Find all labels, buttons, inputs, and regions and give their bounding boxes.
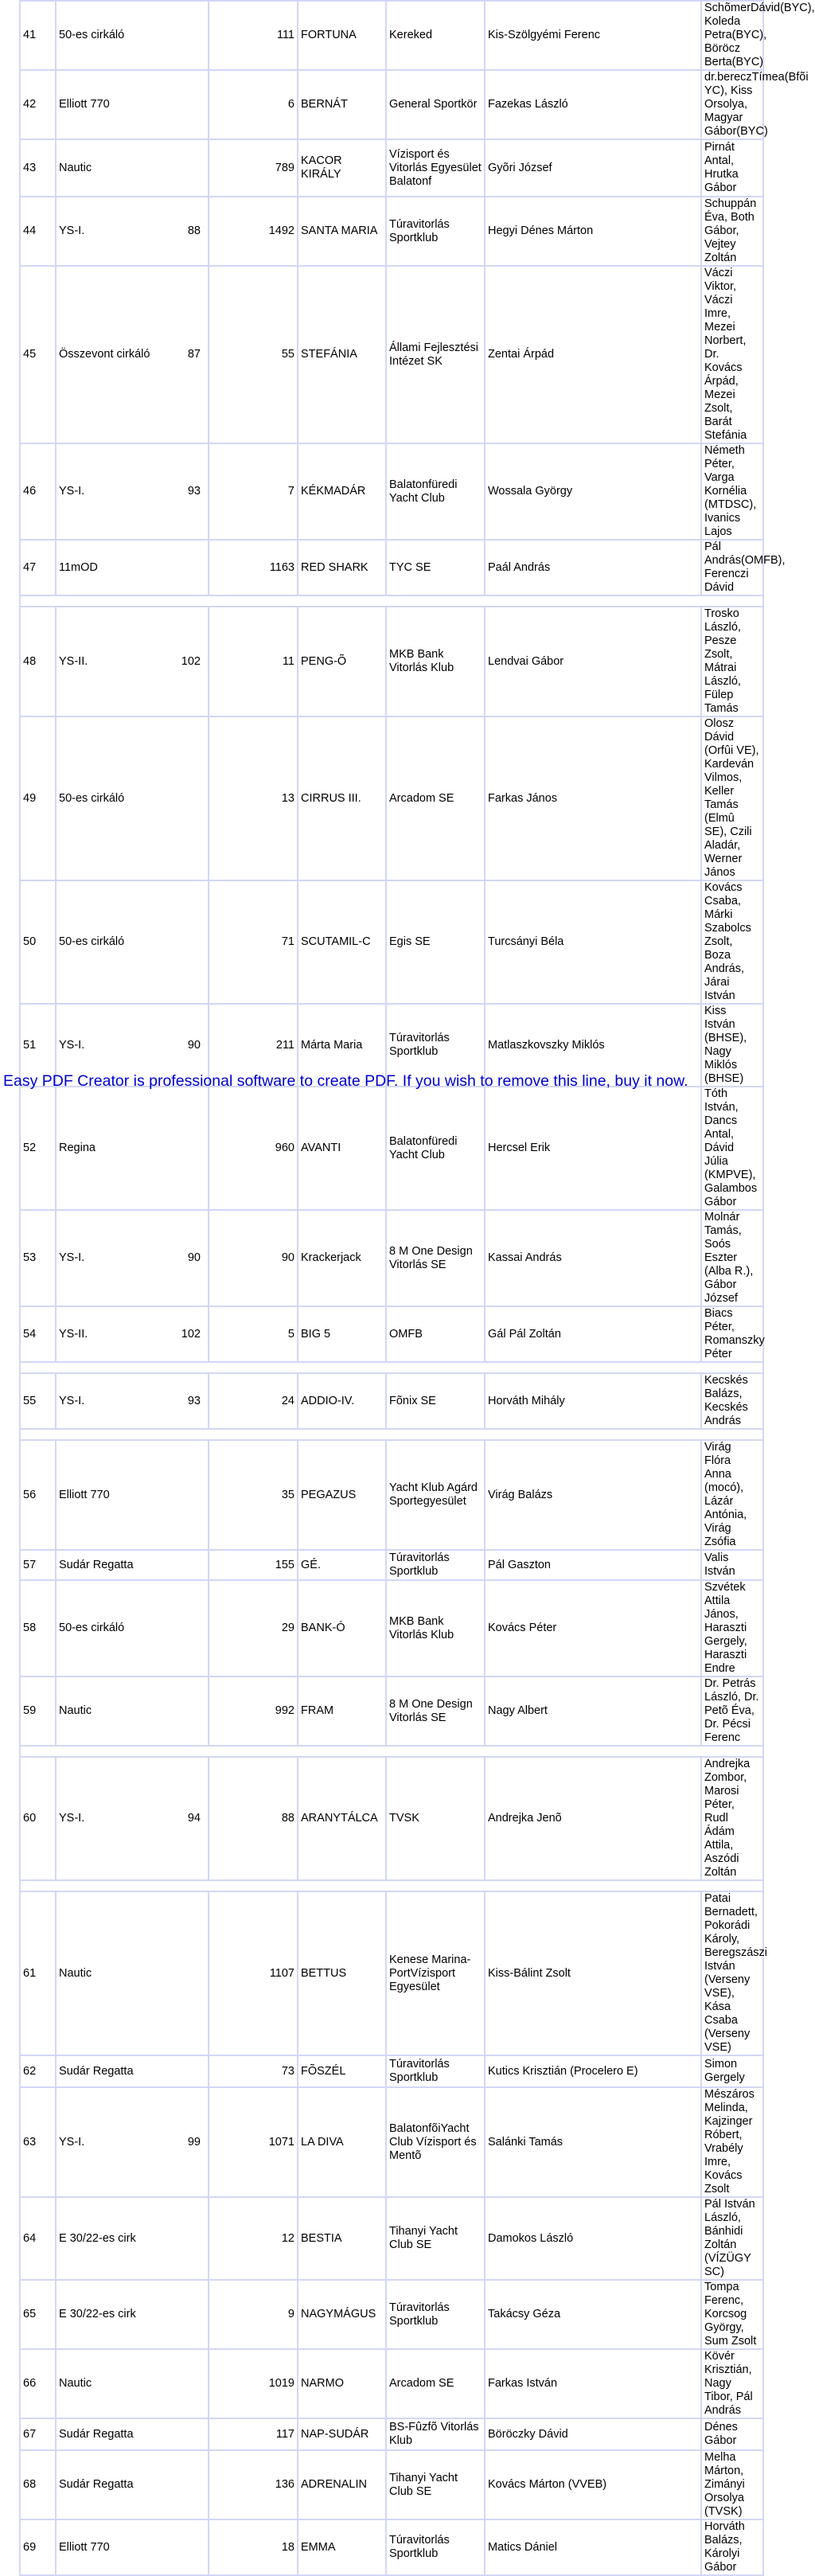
- result-row: [20, 1306, 763, 1362]
- sail-number-cell: 211: [209, 1004, 298, 1087]
- skipper-cell: Kiss-Bálint Zsolt: [485, 1891, 701, 2055]
- result-row: [20, 2450, 763, 2519]
- position-cell: 41: [20, 1, 56, 70]
- boat-name-cell: KÉKMADÁR: [298, 443, 386, 540]
- class-cell: [56, 540, 209, 595]
- boat-name-cell: SANTA MARIA: [298, 197, 386, 266]
- result-row: [20, 2280, 763, 2349]
- result-row: [20, 2197, 763, 2280]
- skipper-cell: Damokos László: [485, 2197, 701, 2280]
- position-cell: 43: [20, 139, 56, 197]
- skipper-cell: Farkas János: [485, 716, 701, 880]
- row-gap: [20, 1362, 763, 1373]
- boat-class: Nautic: [59, 2377, 92, 2390]
- boat-class: Sudár Regatta: [59, 1558, 134, 1571]
- result-row: [20, 70, 763, 139]
- boat-name-cell: FÕSZÉL: [298, 2055, 386, 2087]
- boat-name-cell: EMMA: [298, 2519, 386, 2575]
- class-cell: [56, 716, 209, 880]
- boat-name-cell: BETTUS: [298, 1891, 386, 2055]
- club-cell: Túravitorlás Sportklub: [386, 2055, 485, 2087]
- class-cell: [56, 2450, 209, 2519]
- club-cell: Balatonfüredi Yacht Club: [386, 443, 485, 540]
- position-cell: 60: [20, 1757, 56, 1880]
- club-cell: 8 M One Design Vitorlás SE: [386, 1210, 485, 1306]
- boat-class: YS-II.: [59, 1327, 88, 1341]
- class-cell: [56, 2087, 209, 2197]
- sail-number-cell: 11: [209, 607, 298, 716]
- position-cell: 55: [20, 1373, 56, 1429]
- sail-number-cell: 29: [209, 1580, 298, 1676]
- boat-name-cell: CIRRUS III.: [298, 716, 386, 880]
- boat-class: Sudár Regatta: [59, 2478, 134, 2491]
- sail-number-cell: 88: [209, 1757, 298, 1880]
- handicap: 88: [187, 224, 201, 237]
- class-cell: [56, 266, 209, 443]
- sail-number-cell: 1019: [209, 2349, 298, 2418]
- result-row: [20, 139, 763, 197]
- handicap: 102: [181, 1327, 201, 1341]
- skipper-cell: Lendvai Gábor: [485, 607, 701, 716]
- position-cell: 57: [20, 1550, 56, 1580]
- position-cell: 66: [20, 2349, 56, 2418]
- boat-class: Nautic: [59, 161, 92, 174]
- skipper-cell: Fazekas László: [485, 70, 701, 139]
- class-cell: [56, 1891, 209, 2055]
- boat-name-cell: STEFÁNIA: [298, 266, 386, 443]
- club-cell: Fõnix SE: [386, 1373, 485, 1429]
- class-cell: [56, 1757, 209, 1880]
- handicap: 93: [187, 1394, 201, 1407]
- position-cell: 52: [20, 1087, 56, 1210]
- position-cell: 69: [20, 2519, 56, 2575]
- skipper-cell: Matlaszkovszky Miklós: [485, 1004, 701, 1087]
- position-cell: 50: [20, 880, 56, 1004]
- club-cell: Állami Fejlesztési Intézet SK: [386, 266, 485, 443]
- boat-class: Összevont cirkáló: [59, 348, 150, 361]
- boat-name-cell: FORTUNA: [298, 1, 386, 70]
- class-cell: [56, 1580, 209, 1676]
- skipper-cell: Paál András: [485, 540, 701, 595]
- result-row: [20, 1373, 763, 1429]
- boat-class: YS-I.: [59, 1038, 85, 1052]
- club-cell: Vízisport és Vitorlás Egyesület Balatonf: [386, 139, 485, 197]
- crew-cell: Kövér Krisztián, Nagy Tibor, Pál András: [701, 2349, 763, 2418]
- skipper-cell: Pál Gaszton: [485, 1550, 701, 1580]
- sail-number-cell: 1492: [209, 197, 298, 266]
- crew-cell: Kovács Csaba, Márki Szabolcs Zsolt, Boza András, Járai István: [701, 880, 763, 1004]
- boat-name-cell: Krackerjack: [298, 1210, 386, 1306]
- boat-class: YS-I.: [59, 1812, 85, 1825]
- boat-name-cell: ADDIO-IV.: [298, 1373, 386, 1429]
- row-gap: [20, 1429, 763, 1440]
- sail-number-cell: 71: [209, 880, 298, 1004]
- club-cell: General Sportkör: [386, 70, 485, 139]
- skipper-cell: Takácsy Géza: [485, 2280, 701, 2349]
- crew-cell: dr.bereczTímea(Bfõi YC), Kiss Orsolya, Magyar Gábor(BYC): [701, 70, 763, 139]
- boat-class: YS-I.: [59, 224, 85, 237]
- club-cell: Kereked: [386, 1, 485, 70]
- class-cell: [56, 607, 209, 716]
- boat-class: Sudár Regatta: [59, 2427, 134, 2441]
- class-cell: [56, 443, 209, 540]
- row-gap: [20, 1746, 763, 1757]
- skipper-cell: Böröczky Dávid: [485, 2418, 701, 2450]
- boat-name-cell: BESTIA: [298, 2197, 386, 2280]
- class-cell: [56, 2055, 209, 2087]
- sail-number-cell: 13: [209, 716, 298, 880]
- sail-number-cell: 55: [209, 266, 298, 443]
- result-row: [20, 2418, 763, 2450]
- position-cell: 68: [20, 2450, 56, 2519]
- club-cell: Tihanyi Yacht Club SE: [386, 2450, 485, 2519]
- club-cell: BalatonfõiYacht Club Vízisport és Mentõ: [386, 2087, 485, 2197]
- club-cell: Túravitorlás Sportklub: [386, 197, 485, 266]
- boat-class: YS-I.: [59, 1251, 85, 1264]
- boat-class: Elliott 770: [59, 98, 110, 111]
- skipper-cell: Turcsányi Béla: [485, 880, 701, 1004]
- boat-name-cell: NAGYMÁGUS: [298, 2280, 386, 2349]
- class-cell: [56, 1550, 209, 1580]
- result-row: [20, 1676, 763, 1746]
- result-row: [20, 2087, 763, 2197]
- crew-cell: Molnár Tamás, Soós Eszter (Alba R.), Gábor József: [701, 1210, 763, 1306]
- position-cell: 46: [20, 443, 56, 540]
- crew-cell: Melha Márton, Zimányi Orsolya (TVSK): [701, 2450, 763, 2519]
- skipper-cell: Matics Dániel: [485, 2519, 701, 2575]
- boat-name-cell: AVANTI: [298, 1087, 386, 1210]
- boat-class: YS-I.: [59, 2135, 85, 2149]
- boat-name-cell: BERNÁT: [298, 70, 386, 139]
- boat-class: Sudár Regatta: [59, 2064, 134, 2078]
- class-cell: [56, 1, 209, 70]
- footer-notice: Easy PDF Creator is professional software to create PDF. If you wish to remove this line, buy it now.: [3, 1072, 688, 1090]
- crew-cell: Patai Bernadett, Pokorádi Károly, Beregszászi István (Verseny VSE), Kása Csaba (Verseny VSE): [701, 1891, 763, 2055]
- position-cell: 48: [20, 607, 56, 716]
- boat-name-cell: RED SHARK: [298, 540, 386, 595]
- skipper-cell: Salánki Tamás: [485, 2087, 701, 2197]
- boat-class: Elliott 770: [59, 2540, 110, 2554]
- crew-cell: Tompa Ferenc, Korcsog György, Sum Zsolt: [701, 2280, 763, 2349]
- skipper-cell: Wossala György: [485, 443, 701, 540]
- skipper-cell: Zentai Árpád: [485, 266, 701, 443]
- boat-name-cell: ADRENALIN: [298, 2450, 386, 2519]
- crew-cell: Olosz Dávid (Orfûi VE), Kardeván Vilmos, Keller Tamás (Elmû SE), Czili Aladár, Werner János: [701, 716, 763, 880]
- sail-number-cell: 1107: [209, 1891, 298, 2055]
- class-cell: [56, 2418, 209, 2450]
- boat-name-cell: Márta Maria: [298, 1004, 386, 1087]
- boat-name-cell: BANK-Ó: [298, 1580, 386, 1676]
- crew-cell: Simon Gergely: [701, 2055, 763, 2087]
- position-cell: 61: [20, 1891, 56, 2055]
- boat-name-cell: NARMO: [298, 2349, 386, 2418]
- boat-name-cell: SCUTAMIL-C: [298, 880, 386, 1004]
- club-cell: BS-Fûzfõ Vitorlás Klub: [386, 2418, 485, 2450]
- club-cell: Arcadom SE: [386, 2349, 485, 2418]
- club-cell: MKB Bank Vitorlás Klub: [386, 607, 485, 716]
- club-cell: OMFB: [386, 1306, 485, 1362]
- result-row: [20, 607, 763, 716]
- result-row: [20, 2055, 763, 2087]
- class-cell: [56, 880, 209, 1004]
- club-cell: Arcadom SE: [386, 716, 485, 880]
- skipper-cell: Kutics Krisztián (Procelero E): [485, 2055, 701, 2087]
- position-cell: 51: [20, 1004, 56, 1087]
- crew-cell: Pirnát Antal, Hrutka Gábor: [701, 139, 763, 197]
- boat-class: YS-I.: [59, 1394, 85, 1407]
- class-cell: [56, 197, 209, 266]
- crew-cell: Virág Flóra Anna (mocó), Lázár Antónia, Virág Zsófia: [701, 1440, 763, 1550]
- crew-cell: Biacs Péter, Romanszky Péter: [701, 1306, 763, 1362]
- position-cell: 62: [20, 2055, 56, 2087]
- sail-number-cell: 35: [209, 1440, 298, 1550]
- result-row: [20, 1440, 763, 1550]
- boat-class: 50-es cirkáló: [59, 1622, 125, 1634]
- skipper-cell: Hercsel Erik: [485, 1087, 701, 1210]
- handicap: 90: [187, 1038, 201, 1052]
- result-row: [20, 1757, 763, 1880]
- boat-class: Nautic: [59, 1966, 92, 1980]
- sail-number-cell: 155: [209, 1550, 298, 1580]
- club-cell: Yacht Klub Agárd Sportegyesület: [386, 1440, 485, 1550]
- crew-cell: Németh Péter, Varga Kornélia (MTDSC), Ivanics Lajos: [701, 443, 763, 540]
- skipper-cell: Hegyi Dénes Márton: [485, 197, 701, 266]
- position-cell: 45: [20, 266, 56, 443]
- position-cell: 63: [20, 2087, 56, 2197]
- club-cell: Kenese Marina-PortVízisport Egyesület: [386, 1891, 485, 2055]
- class-cell: [56, 2519, 209, 2575]
- sail-number-cell: 12: [209, 2197, 298, 2280]
- skipper-cell: Horváth Mihály: [485, 1373, 701, 1429]
- position-cell: 59: [20, 1676, 56, 1746]
- result-row: [20, 443, 763, 540]
- position-cell: 56: [20, 1440, 56, 1550]
- sail-number-cell: 5: [209, 1306, 298, 1362]
- result-row: [20, 540, 763, 595]
- class-cell: [56, 1087, 209, 1210]
- sail-number-cell: 90: [209, 1210, 298, 1306]
- boat-class: Nautic: [59, 1704, 92, 1717]
- crew-cell: Dénes Gábor: [701, 2418, 763, 2450]
- club-cell: Balatonfüredi Yacht Club: [386, 1087, 485, 1210]
- sail-number-cell: 1163: [209, 540, 298, 595]
- row-gap: [20, 1880, 763, 1891]
- result-row: [20, 1210, 763, 1306]
- skipper-cell: Kis-Szölgyémi Ferenc: [485, 1, 701, 70]
- skipper-cell: Kovács Péter: [485, 1580, 701, 1676]
- club-cell: Túravitorlás Sportklub: [386, 1004, 485, 1087]
- boat-class: 50-es cirkáló: [59, 791, 125, 805]
- sail-number-cell: 992: [209, 1676, 298, 1746]
- sail-number-cell: 111: [209, 1, 298, 70]
- class-cell: [56, 2197, 209, 2280]
- crew-cell: Szvétek Attila János, Haraszti Gergely, Haraszti Endre: [701, 1580, 763, 1676]
- results-table: [19, 0, 815, 2576]
- crew-cell: Trosko László, Pesze Zsolt, Mátrai László, Fülep Tamás: [701, 607, 763, 716]
- result-row: [20, 1087, 763, 1210]
- position-cell: 54: [20, 1306, 56, 1362]
- skipper-cell: Nagy Albert: [485, 1676, 701, 1746]
- boat-class: 11mOD: [59, 560, 98, 574]
- position-cell: 58: [20, 1580, 56, 1676]
- boat-class: 50-es cirkáló: [59, 29, 125, 41]
- handicap: 94: [187, 1812, 201, 1825]
- sail-number-cell: 1071: [209, 2087, 298, 2197]
- result-row: [20, 1550, 763, 1580]
- handicap: 102: [181, 654, 201, 668]
- club-cell: TYC SE: [386, 540, 485, 595]
- result-row: [20, 716, 763, 880]
- result-row: [20, 197, 763, 266]
- boat-class: 50-es cirkáló: [59, 935, 125, 948]
- row-gap: [20, 595, 763, 607]
- class-cell: [56, 139, 209, 197]
- results-sheet: [19, 0, 815, 2576]
- boat-name-cell: LA DIVA: [298, 2087, 386, 2197]
- class-cell: [56, 1373, 209, 1429]
- position-cell: 47: [20, 540, 56, 595]
- skipper-cell: Virág Balázs: [485, 1440, 701, 1550]
- boat-name-cell: KACOR KIRÁLY: [298, 139, 386, 197]
- boat-name-cell: GÉ.: [298, 1550, 386, 1580]
- boat-name-cell: FRAM: [298, 1676, 386, 1746]
- sail-number-cell: 24: [209, 1373, 298, 1429]
- class-cell: [56, 1306, 209, 1362]
- sail-number-cell: 18: [209, 2519, 298, 2575]
- result-row: [20, 1580, 763, 1676]
- boat-name-cell: ARANYTÁLCA: [298, 1757, 386, 1880]
- skipper-cell: Kassai András: [485, 1210, 701, 1306]
- sail-number-cell: 7: [209, 443, 298, 540]
- class-cell: [56, 1440, 209, 1550]
- crew-cell: Valis István: [701, 1550, 763, 1580]
- boat-class: Elliott 770: [59, 1488, 110, 1501]
- result-row: [20, 880, 763, 1004]
- club-cell: Egis SE: [386, 880, 485, 1004]
- sail-number-cell: 960: [209, 1087, 298, 1210]
- crew-cell: Tóth István, Dancs Antal, Dávid Júlia (KMPVE), Galambos Gábor: [701, 1087, 763, 1210]
- boat-class: YS-II.: [59, 654, 88, 668]
- boat-class: E 30/22-es cirk: [59, 2308, 136, 2320]
- crew-cell: Dr. Petrás László, Dr. Petõ Éva, Dr. Pécsi Ferenc: [701, 1676, 763, 1746]
- club-cell: Túravitorlás Sportklub: [386, 2519, 485, 2575]
- position-cell: 53: [20, 1210, 56, 1306]
- result-row: [20, 2519, 763, 2575]
- sail-number-cell: 6: [209, 70, 298, 139]
- class-cell: [56, 2349, 209, 2418]
- class-cell: [56, 2280, 209, 2349]
- boat-name-cell: BIG 5: [298, 1306, 386, 1362]
- crew-cell: Schuppán Éva, Both Gábor, Vejtey Zoltán: [701, 197, 763, 266]
- crew-cell: SchõmerDávid(BYC), Koleda Petra(BYC), Böröcz Berta(BYC): [701, 1, 763, 70]
- skipper-cell: Kovács Márton (VVEB): [485, 2450, 701, 2519]
- position-cell: 65: [20, 2280, 56, 2349]
- boat-name-cell: NAP-SUDÁR: [298, 2418, 386, 2450]
- club-cell: 8 M One Design Vitorlás SE: [386, 1676, 485, 1746]
- skipper-cell: Gál Pál Zoltán: [485, 1306, 701, 1362]
- handicap: 99: [187, 2135, 201, 2149]
- result-row: [20, 1891, 763, 2055]
- class-cell: [56, 1210, 209, 1306]
- sail-number-cell: 9: [209, 2280, 298, 2349]
- boat-class: YS-I.: [59, 485, 85, 498]
- crew-cell: Pál István László, Bánhidi Zoltán (VÍZÜGY SC): [701, 2197, 763, 2280]
- result-row: [20, 2349, 763, 2418]
- sail-number-cell: 117: [209, 2418, 298, 2450]
- class-cell: [56, 1676, 209, 1746]
- skipper-cell: Andrejka Jenõ: [485, 1757, 701, 1880]
- club-cell: Túravitorlás Sportklub: [386, 2280, 485, 2349]
- crew-cell: Mészáros Melinda, Kajzinger Róbert, Vrabély Imre, Kovács Zsolt: [701, 2087, 763, 2197]
- club-cell: Túravitorlás Sportklub: [386, 1550, 485, 1580]
- club-cell: TVSK: [386, 1757, 485, 1880]
- crew-cell: Kiss István (BHSE), Nagy Miklós (BHSE): [701, 1004, 763, 1087]
- boat-name-cell: PEGAZUS: [298, 1440, 386, 1550]
- result-row: [20, 1, 763, 70]
- club-cell: MKB Bank Vitorlás Klub: [386, 1580, 485, 1676]
- position-cell: 42: [20, 70, 56, 139]
- crew-cell: Váczi Viktor, Váczi Imre, Mezei Norbert, Dr. Kovács Árpád, Mezei Zsolt, Barát Stefánia: [701, 266, 763, 443]
- crew-cell: Horváth Balázs, Károlyi Gábor: [701, 2519, 763, 2575]
- skipper-cell: Gyõri József: [485, 139, 701, 197]
- class-cell: [56, 70, 209, 139]
- result-row: [20, 266, 763, 443]
- handicap: 87: [187, 348, 201, 361]
- position-cell: 49: [20, 716, 56, 880]
- handicap: 90: [187, 1251, 201, 1264]
- boat-name-cell: PENG-Õ: [298, 607, 386, 716]
- crew-cell: Kecskés Balázs, Kecskés András: [701, 1373, 763, 1429]
- handicap: 93: [187, 485, 201, 498]
- position-cell: 67: [20, 2418, 56, 2450]
- crew-cell: Andrejka Zombor, Marosi Péter, Rudl Ádám Attila, Aszódi Zoltán: [701, 1757, 763, 1880]
- sail-number-cell: 73: [209, 2055, 298, 2087]
- sail-number-cell: 136: [209, 2450, 298, 2519]
- position-cell: 44: [20, 197, 56, 266]
- sail-number-cell: 789: [209, 139, 298, 197]
- crew-cell: Pál András(OMFB), Ferenczi Dávid: [701, 540, 763, 595]
- boat-class: Regina: [59, 1142, 96, 1154]
- skipper-cell: Farkas István: [485, 2349, 701, 2418]
- club-cell: Tihanyi Yacht Club SE: [386, 2197, 485, 2280]
- boat-class: E 30/22-es cirk: [59, 2231, 136, 2245]
- position-cell: 64: [20, 2197, 56, 2280]
